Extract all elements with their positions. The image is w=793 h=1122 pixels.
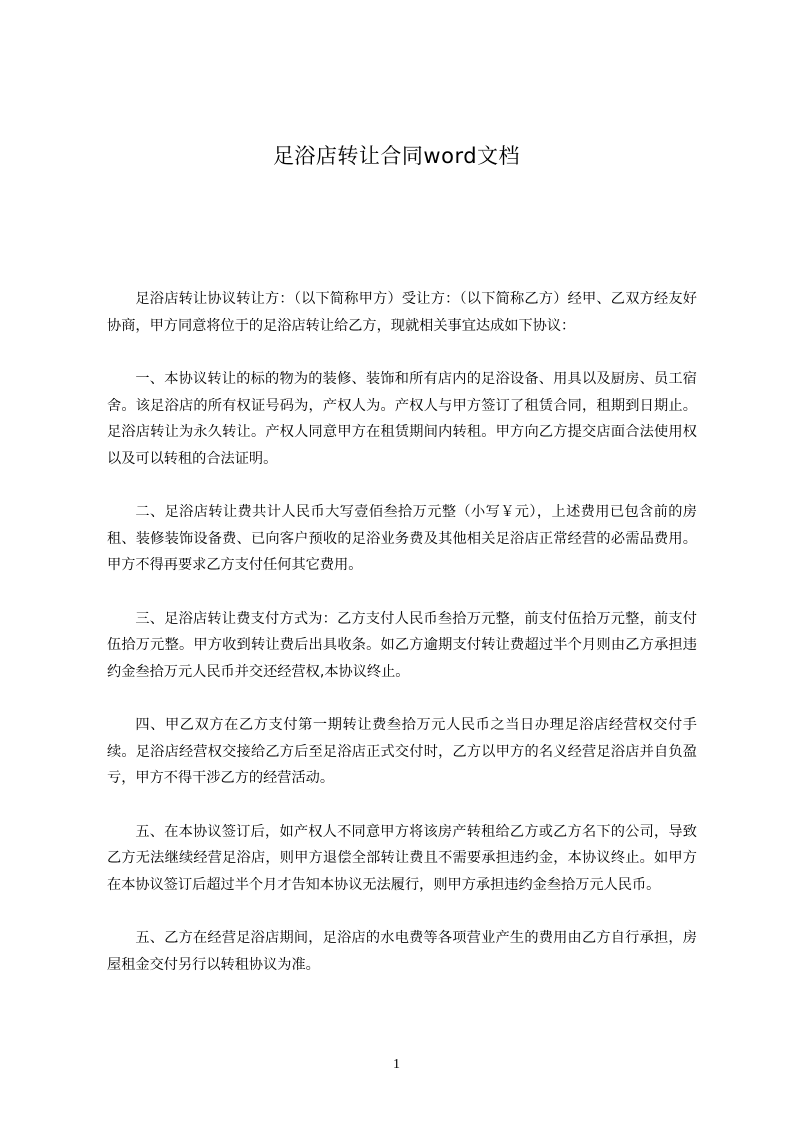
- paragraph-clause-4: 四、甲乙双方在乙方支付第一期转让费叁拾万元人民币之当日办理足浴店经营权交付手续。足浴店经营权交接给乙方后至足浴店正式交付时，乙方以甲方的名义经营足浴店并自负盈亏，甲方不得干涉乙方的经营活动。: [107, 717, 697, 786]
- document-title: 足浴店转让合同word文档: [272, 144, 521, 168]
- paragraph-clause-3: 三、足浴店转让费支付方式为：乙方支付人民币叁拾万元整，前支付伍拾万元整，前支付伍拾万元整。甲方收到转让费后出具收条。如乙方逾期支付转让费超过半个月则由乙方承担违约金叁拾万元人民币并交还经营权,本协议终止。: [107, 610, 697, 680]
- page-number: 1: [393, 1057, 400, 1072]
- paragraph-clause-1: 一、本协议转让的标的物为的装修、装饰和所有店内的足浴设备、用具以及厨房、员工宿舍。该足浴店的所有权证号码为，产权人为。产权人与甲方签订了租赁合同，租期到日期止。足浴店转让为永久转让。产权人同意甲方在租赁期间内转租。甲方向乙方提交店面合法使用权以及可以转租的合法证明。: [107, 371, 697, 467]
- paragraph-intro: 足浴店转让协议转让方：（以下简称甲方）受让方：（以下简称乙方）经甲、乙双方经友好协商，甲方同意将位于的足浴店转让给乙方，现就相关事宜达成如下协议：: [107, 291, 697, 334]
- paragraph-clause-5b: 五、乙方在经营足浴店期间，足浴店的水电费等各项营业产生的费用由乙方自行承担，房屋租金交付另行以转租协议为准。: [107, 930, 697, 973]
- paragraph-clause-5a: 五、在本协议签订后，如产权人不同意甲方将该房产转租给乙方或乙方名下的公司，导致乙方无法继续经营足浴店，则甲方退偿全部转让费且不需要承担违约金，本协议终止。如甲方在本协议签订后超过半个月才告知本协议无法履行，则甲方承担违约金叁拾万元人民币。: [107, 823, 697, 893]
- paragraph-clause-2: 二、足浴店转让费共计人民币大写壹佰叁拾万元整（小写￥元），上述费用已包含前的房租、装修装饰设备费、已向客户预收的足浴业务费及其他相关足浴店正常经营的必需品费用。甲方不得再要求乙方支付任何其它费用。: [107, 504, 697, 573]
- document-body: [107, 286, 697, 1005]
